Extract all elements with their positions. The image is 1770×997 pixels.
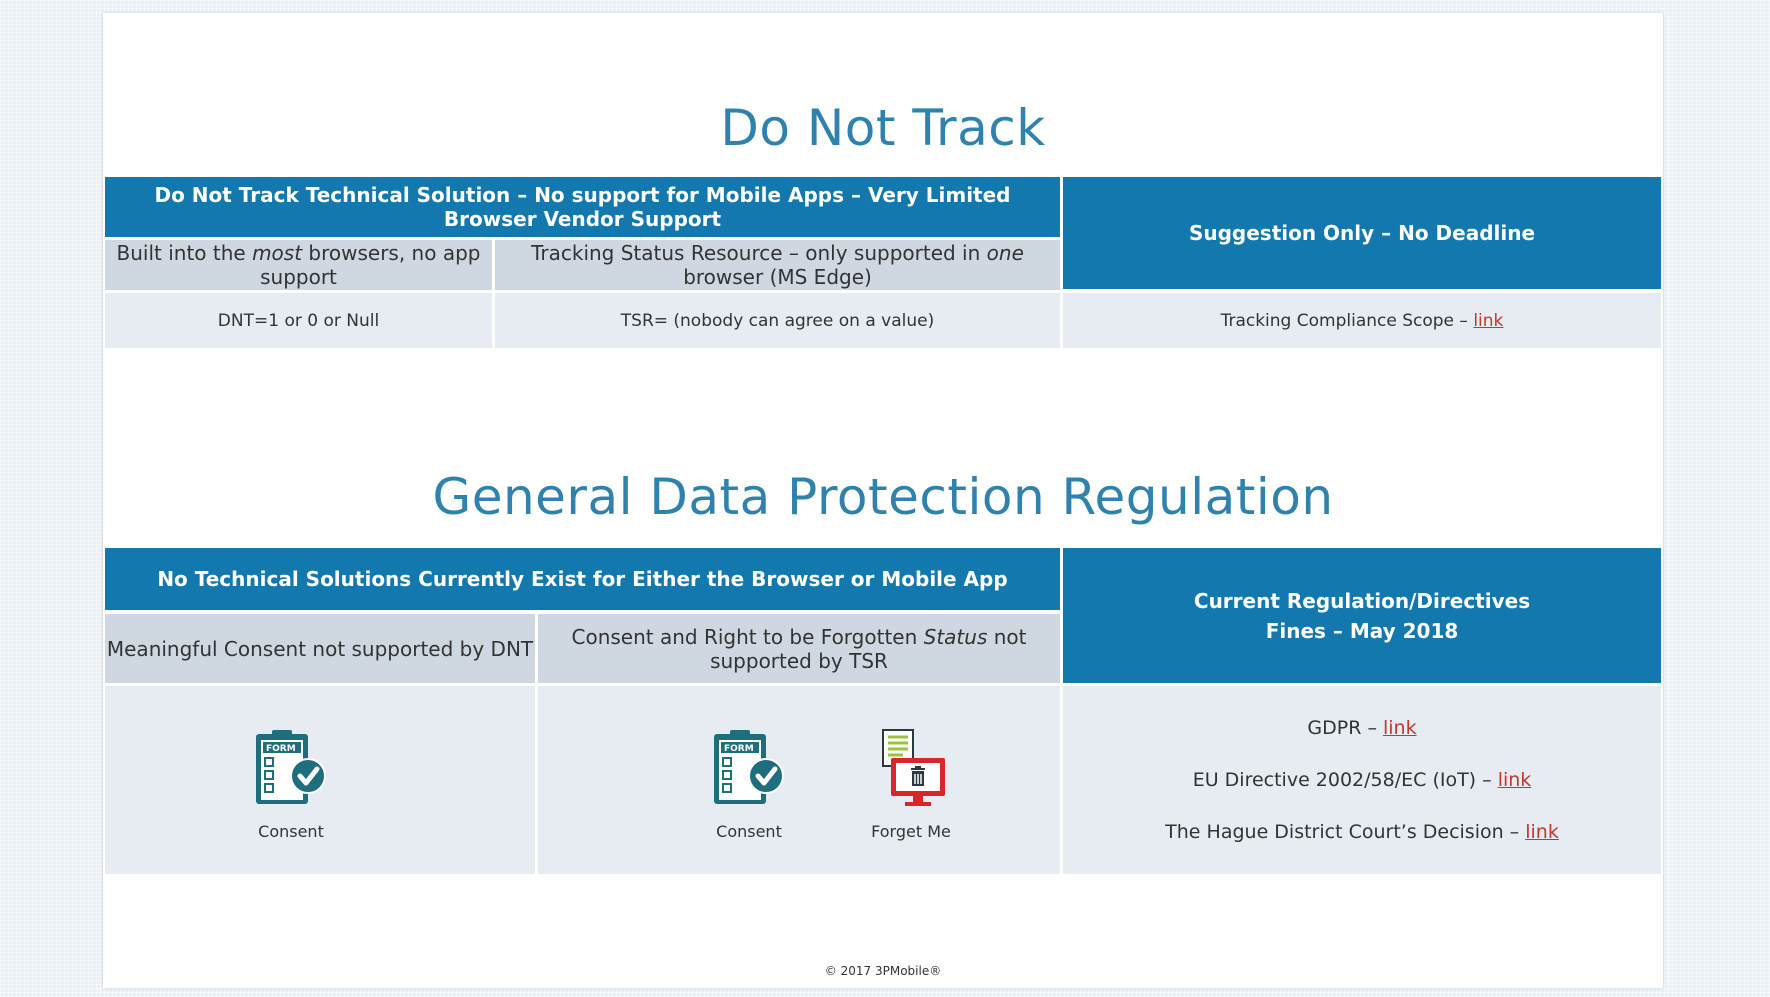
hague-decision-text: The Hague District Court’s Decision – bbox=[1165, 821, 1520, 843]
hague-decision-link[interactable]: link bbox=[1525, 821, 1559, 843]
dnt-col2-text: Tracking Status Resource – only supported in one browser (MS Edge) bbox=[531, 241, 1024, 289]
footer-copyright: © 2017 3PMobile® bbox=[824, 964, 942, 978]
forget-me-label: Forget Me bbox=[871, 822, 951, 841]
forget-me-icon-group bbox=[851, 728, 971, 841]
dnt-value-3 bbox=[1063, 293, 1661, 348]
eu-directive-text: EU Directive 2002/58/EC (IoT) – bbox=[1192, 769, 1492, 791]
consent-form-icon bbox=[712, 728, 786, 808]
hague-decision-link-row bbox=[1165, 806, 1559, 858]
tracking-compliance-text: Tracking Compliance Scope – bbox=[1220, 310, 1468, 331]
consent-form-icon bbox=[254, 728, 328, 808]
gdpr-header-side-line2: Fines – May 2018 bbox=[1265, 618, 1459, 643]
dnt-value-1: DNT=1 or 0 or Null bbox=[105, 293, 492, 348]
svg-text:FORM: FORM bbox=[724, 744, 754, 754]
gdpr-title: General Data Protection Regulation bbox=[432, 468, 1334, 526]
eu-directive-link-row bbox=[1193, 754, 1532, 806]
slide bbox=[103, 13, 1663, 988]
forget-me-icon bbox=[873, 728, 949, 808]
gdpr-header-side-line1: Current Regulation/Directives bbox=[1193, 588, 1531, 613]
dnt-col1-text: Built into the most browsers, no app support bbox=[116, 241, 481, 289]
gdpr-link[interactable]: link bbox=[1383, 717, 1417, 739]
dnt-header-side: Suggestion Only – No Deadline bbox=[1063, 177, 1661, 289]
consent-label-2: Consent bbox=[716, 822, 782, 841]
svg-text:FORM: FORM bbox=[266, 744, 296, 754]
gdpr-link-row bbox=[1307, 702, 1416, 754]
consent-icon-group-2 bbox=[689, 728, 809, 841]
gdpr-link-text: GDPR – bbox=[1307, 717, 1377, 739]
gdpr-header-side bbox=[1063, 548, 1661, 683]
tracking-compliance-link[interactable]: link bbox=[1473, 310, 1504, 331]
gdpr-col2-subheader bbox=[538, 614, 1060, 683]
gdpr-col2-text: Consent and Right to be Forgotten Status not supported by TSR bbox=[571, 624, 1027, 673]
dnt-title: Do Not Track bbox=[720, 99, 1046, 157]
consent-label: Consent bbox=[258, 822, 324, 841]
dnt-col1-subheader bbox=[105, 240, 492, 290]
consent-icon-group bbox=[231, 728, 351, 841]
dnt-col2-subheader bbox=[495, 240, 1060, 290]
dnt-header-main: Do Not Track Technical Solution – No support for Mobile Apps – Very Limited Browser Vendor Support bbox=[105, 177, 1060, 237]
eu-directive-link[interactable]: link bbox=[1497, 769, 1532, 791]
gdpr-col1-subheader: Meaningful Consent not supported by DNT bbox=[105, 614, 535, 683]
gdpr-header-main: No Technical Solutions Currently Exist for Either the Browser or Mobile App bbox=[105, 548, 1060, 610]
dnt-value-2: TSR= (nobody can agree on a value) bbox=[495, 293, 1060, 348]
gdpr-links-cell bbox=[1063, 686, 1661, 874]
